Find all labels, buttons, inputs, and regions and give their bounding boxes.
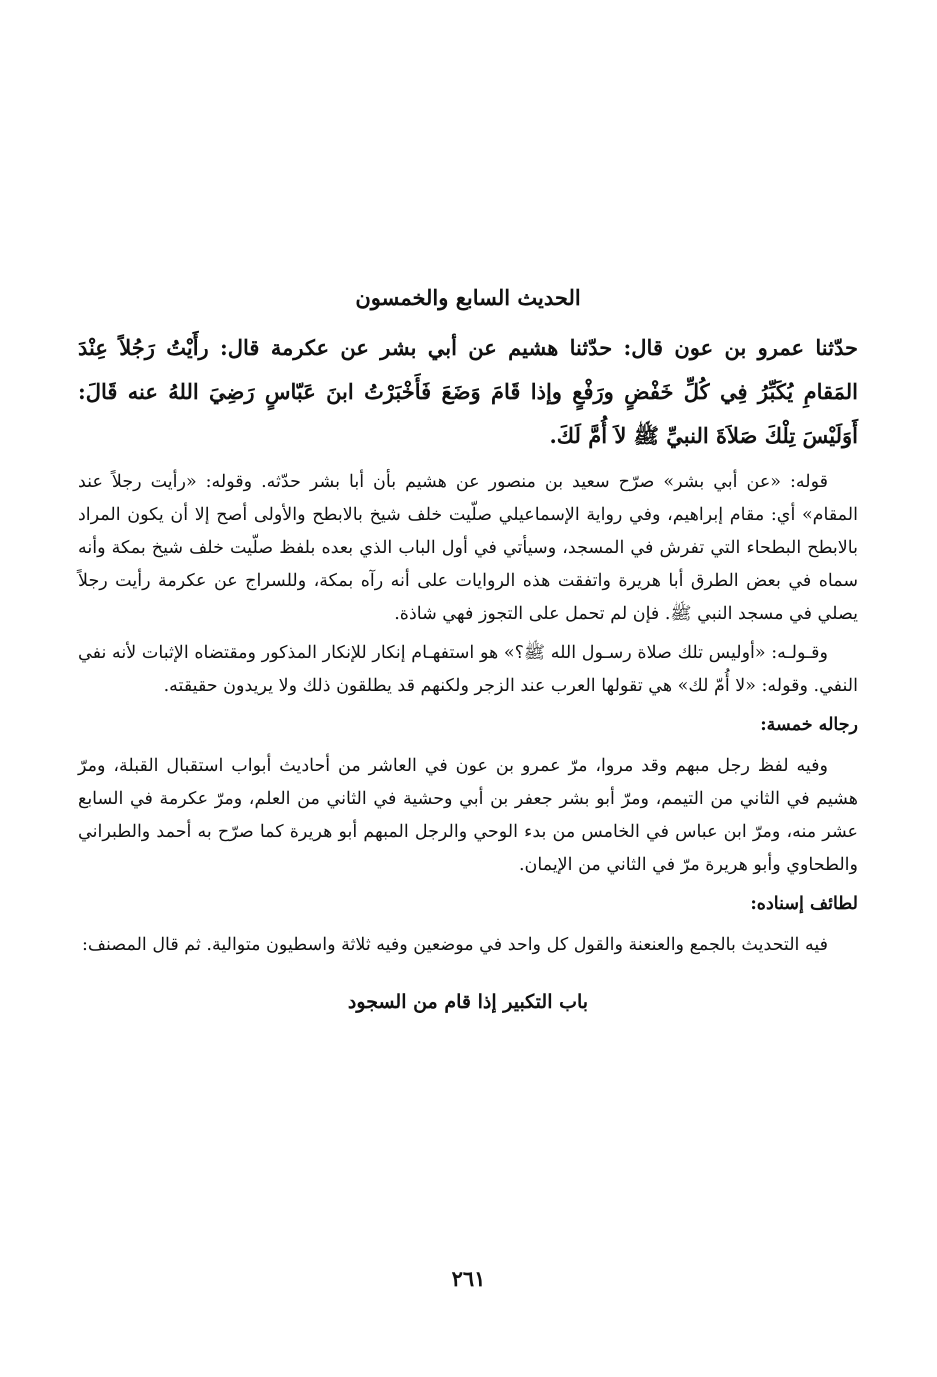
narrators-heading: رجاله خمسة: bbox=[760, 714, 858, 735]
page-content bbox=[78, 282, 858, 1016]
commentary-paragraph-2: وقـولـه: «أوليس تلك صلاة رسـول الله ﷺ؟» هو استفهـام إنكار للإنكار المذكور ومقتضاه الإثبات لأنه نفي النفي. وقوله: «لا أُمّ لك» هي تقولها العرب عند الزجر ولكنهم قد يطلقون ذلك ولا يريدون حقيقته. bbox=[78, 642, 858, 696]
hadith-title: الحديث السابع والخمسون bbox=[355, 285, 581, 310]
page-number: ٢٦١ bbox=[451, 1266, 486, 1291]
narrators-paragraph: وفيه لفظ رجل مبهم وقد مروا، مرّ عمرو بن عون في العاشر من أحاديث أبواب استقبال القبلة، ومرّ هشيم في الثاني من التيمم، ومرّ أبو بشر جعفر بن أبي وحشية في الثاني من العلم، ومرّ عكرمة في السابع عشر منه، ومرّ ابن عباس في الخامس من بدء الوحي والرجل المبهم أبو هريرة كما صرّح به أحمد والطبراني والطحاوي وأبو هريرة مرّ في الثاني من الإيمان. bbox=[78, 755, 858, 875]
commentary-paragraph-1: قوله: «عن أبي بشر» صرّح سعيد بن منصور عن هشيم بأن أبا بشر حدّثه. وقوله: «رأيت رجلاً عند المقام» أي: مقام إبراهيم، وفي رواية الإسماعيلي صلّيت خلف شيخ بالابطح والأولى أصح إلا أن يكون المراد بالابطح البطحاء التي تفرش في المسجد، وسيأتي في أول الباب الذي بعده بلفظ صلّيت خلف شيخ بمكة وأنه سماه في بعض الطرق أبا هريرة واتفقت هذه الروايات على أنه رآه بمكة، وللسراج عن عكرمة رأيت رجلاً يصلي في مسجد النبي ﷺ. فإن لم تحمل على التجوز فهي شاذة. bbox=[78, 471, 858, 624]
chapter-title: باب التكبير إذا قام من السجود bbox=[347, 990, 589, 1013]
isnad-paragraph: فيه التحديث بالجمع والعنعنة والقول كل واحد في موضعين وفيه ثلاثة واسطيون متوالية. ثم قال المصنف: bbox=[81, 934, 828, 955]
hadith-text: حدّثنا عمرو بن عون قال: حدّثنا هشيم عن أبي بشر عن عكرمة قال: رأَيْتُ رَجُلاً عِنْدَ المَقامِ يُكَبِّرُ فِي كُلِّ خَفْضٍ ورَفْعٍ وإذا قَامَ وَضَعَ فَأَخْبَرْتُ ابنَ عَبّاسٍ رَضِيَ اللهُ عنه قَالَ: أَوَلَيْسَ تِلْكَ صَلاَةَ النبيِّ ﷺ لاَ أُمَّ لَكَ. bbox=[78, 334, 858, 448]
isnad-heading: لطائف إسناده: bbox=[750, 893, 858, 914]
